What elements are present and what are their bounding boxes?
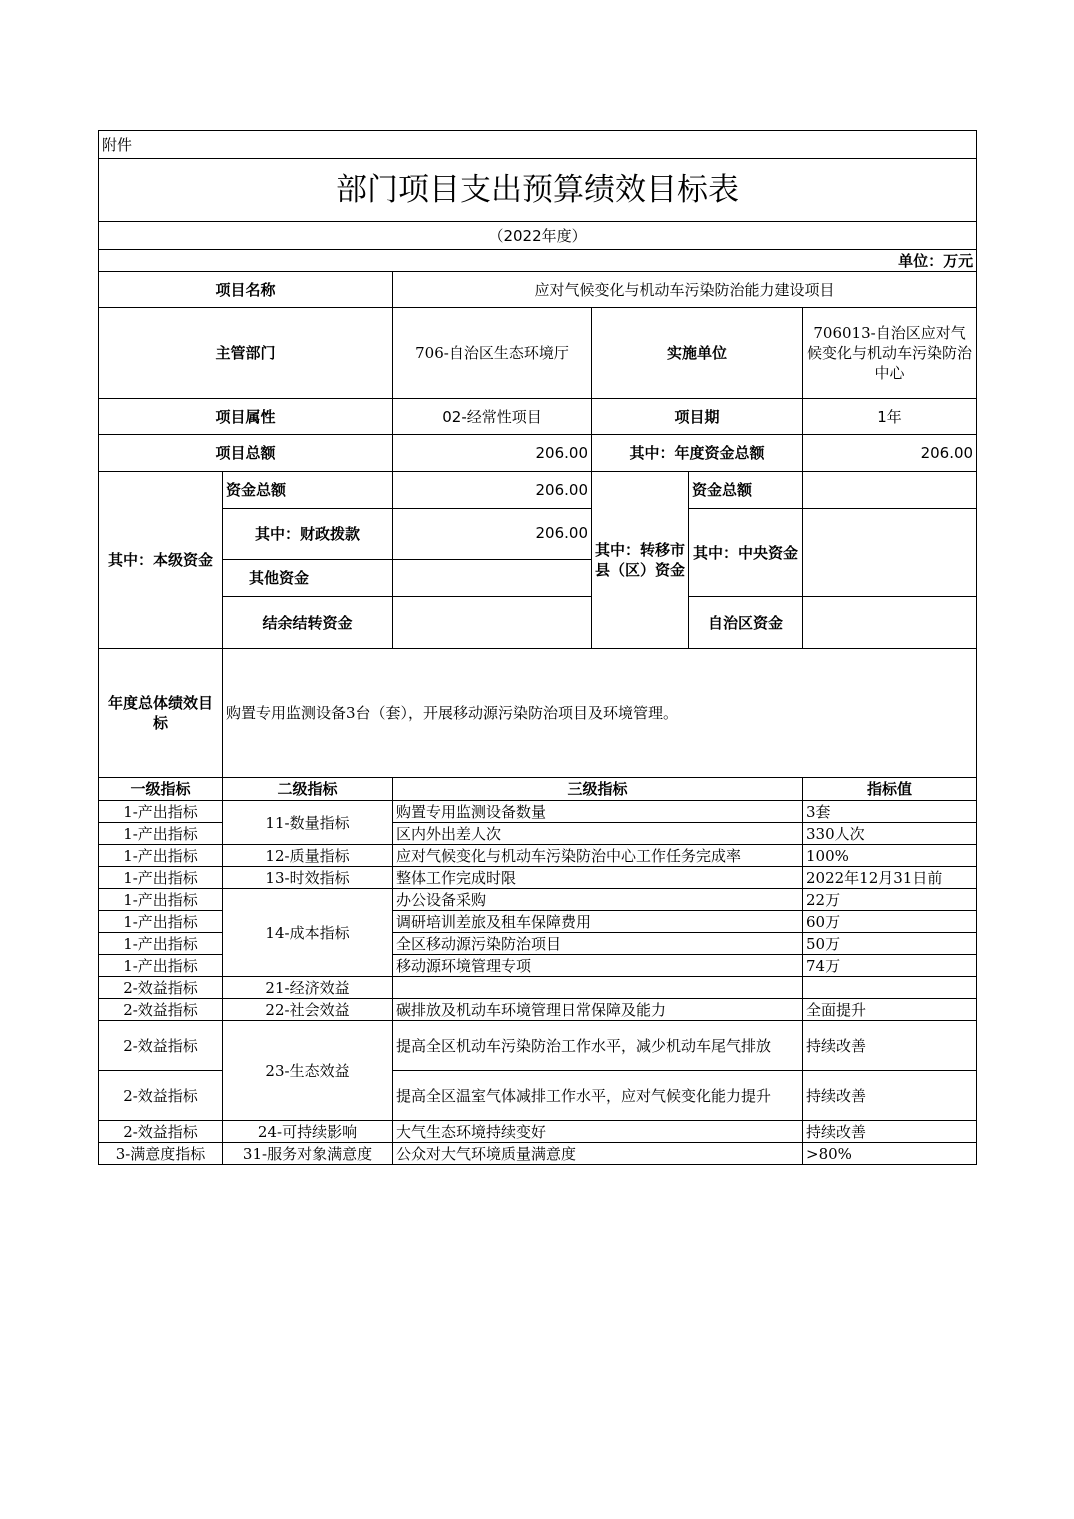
indicator-level1: 1-产出指标 [99, 911, 223, 933]
local-total-label: 资金总额 [223, 472, 393, 509]
project-name-value: 应对气候变化与机动车污染防治能力建设项目 [393, 272, 977, 308]
dept-value: 706-自治区生态环境厅 [393, 308, 592, 399]
indicator-level2: 21-经济效益 [223, 977, 393, 999]
project-attr-label: 项目属性 [99, 399, 393, 435]
project-period-label: 项目期 [592, 399, 803, 435]
attachment-label: 附件 [99, 131, 977, 159]
indicator-level3: 购置专用监测设备数量 [393, 801, 803, 823]
transfer-central-value [803, 509, 977, 597]
indicator-value: 持续改善 [803, 1121, 977, 1143]
indicator-level2: 13-时效指标 [223, 867, 393, 889]
indicator-level3: 全区移动源污染防治项目 [393, 933, 803, 955]
indicator-level2: 23-生态效益 [223, 1021, 393, 1121]
transfer-total-value [803, 472, 977, 509]
indicator-level3 [393, 977, 803, 999]
indicator-level1: 1-产出指标 [99, 823, 223, 845]
indicator-level1: 1-产出指标 [99, 801, 223, 823]
indicator-level3: 提高全区机动车污染防治工作水平，减少机动车尾气排放 [393, 1021, 803, 1071]
indicator-level1: 2-效益指标 [99, 999, 223, 1021]
project-name-label: 项目名称 [99, 272, 393, 308]
indicator-level2: 22-社会效益 [223, 999, 393, 1021]
transfer-region-value [803, 597, 977, 649]
performance-target-table [98, 130, 977, 1165]
project-attr-value: 02-经常性项目 [393, 399, 592, 435]
impl-unit-value: 706013-自治区应对气候变化与机动车污染防治中心 [803, 308, 977, 399]
header-level2: 二级指标 [223, 778, 393, 801]
indicator-level3: 移动源环境管理专项 [393, 955, 803, 977]
local-other-value [393, 560, 592, 597]
indicator-level2: 31-服务对象满意度 [223, 1143, 393, 1165]
annual-total-label: 其中：年度资金总额 [592, 435, 803, 472]
indicator-value: 22万 [803, 889, 977, 911]
local-other-label: 其他资金 [223, 560, 393, 597]
year-label: （2022年度） [99, 222, 977, 250]
annual-goal-text: 购置专用监测设备3台（套），开展移动源污染防治项目及环境管理。 [223, 649, 977, 778]
local-carry-label: 结余结转资金 [223, 597, 393, 649]
annual-goal-label: 年度总体绩效目标 [99, 649, 223, 778]
indicator-level3: 碳排放及机动车环境管理日常保障及能力 [393, 999, 803, 1021]
indicator-level3: 调研培训差旅及租车保障费用 [393, 911, 803, 933]
indicator-level2: 11-数量指标 [223, 801, 393, 845]
indicator-level1: 1-产出指标 [99, 889, 223, 911]
indicator-level1: 2-效益指标 [99, 1021, 223, 1071]
indicator-level1: 3-满意度指标 [99, 1143, 223, 1165]
indicator-value: 持续改善 [803, 1071, 977, 1121]
indicator-level3: 应对气候变化与机动车污染防治中心工作任务完成率 [393, 845, 803, 867]
indicator-level2: 24-可持续影响 [223, 1121, 393, 1143]
page-title: 部门项目支出预算绩效目标表 [99, 159, 977, 222]
indicator-level1: 2-效益指标 [99, 1121, 223, 1143]
indicator-level1: 1-产出指标 [99, 867, 223, 889]
transfer-funds-label: 其中：转移市县（区）资金 [592, 472, 689, 649]
local-funds-label: 其中：本级资金 [99, 472, 223, 649]
indicator-value: 330人次 [803, 823, 977, 845]
indicator-level1: 1-产出指标 [99, 845, 223, 867]
indicator-level1: 2-效益指标 [99, 1071, 223, 1121]
transfer-total-label: 资金总额 [689, 472, 803, 509]
local-fiscal-label: 其中：财政拨款 [223, 509, 393, 560]
indicator-level1: 1-产出指标 [99, 955, 223, 977]
indicator-level3: 提高全区温室气体减排工作水平，应对气候变化能力提升 [393, 1071, 803, 1121]
indicator-value: 全面提升 [803, 999, 977, 1021]
indicator-value: 50万 [803, 933, 977, 955]
unit-label: 单位：万元 [99, 250, 977, 272]
indicator-value: 74万 [803, 955, 977, 977]
header-level3: 三级指标 [393, 778, 803, 801]
header-level1: 一级指标 [99, 778, 223, 801]
indicator-level2: 12-质量指标 [223, 845, 393, 867]
indicator-value: 2022年12月31日前 [803, 867, 977, 889]
indicator-value: 60万 [803, 911, 977, 933]
indicator-level1: 2-效益指标 [99, 977, 223, 999]
indicator-level3: 整体工作完成时限 [393, 867, 803, 889]
indicator-value [803, 977, 977, 999]
indicator-value: 持续改善 [803, 1021, 977, 1071]
transfer-region-label: 自治区资金 [689, 597, 803, 649]
indicator-level3: 办公设备采购 [393, 889, 803, 911]
local-carry-value [393, 597, 592, 649]
transfer-central-label: 其中：中央资金 [689, 509, 803, 597]
indicator-value: 100% [803, 845, 977, 867]
project-total-value: 206.00 [393, 435, 592, 472]
local-total-value: 206.00 [393, 472, 592, 509]
project-period-value: 1年 [803, 399, 977, 435]
header-value: 指标值 [803, 778, 977, 801]
indicator-level2: 14-成本指标 [223, 889, 393, 977]
indicator-value: 3套 [803, 801, 977, 823]
indicator-level3: 区内外出差人次 [393, 823, 803, 845]
indicator-level3: 大气生态环境持续变好 [393, 1121, 803, 1143]
dept-label: 主管部门 [99, 308, 393, 399]
local-fiscal-value: 206.00 [393, 509, 592, 560]
indicator-level3: 公众对大气环境质量满意度 [393, 1143, 803, 1165]
impl-unit-label: 实施单位 [592, 308, 803, 399]
indicator-level1: 1-产出指标 [99, 933, 223, 955]
project-total-label: 项目总额 [99, 435, 393, 472]
indicator-value: >80% [803, 1143, 977, 1165]
annual-total-value: 206.00 [803, 435, 977, 472]
